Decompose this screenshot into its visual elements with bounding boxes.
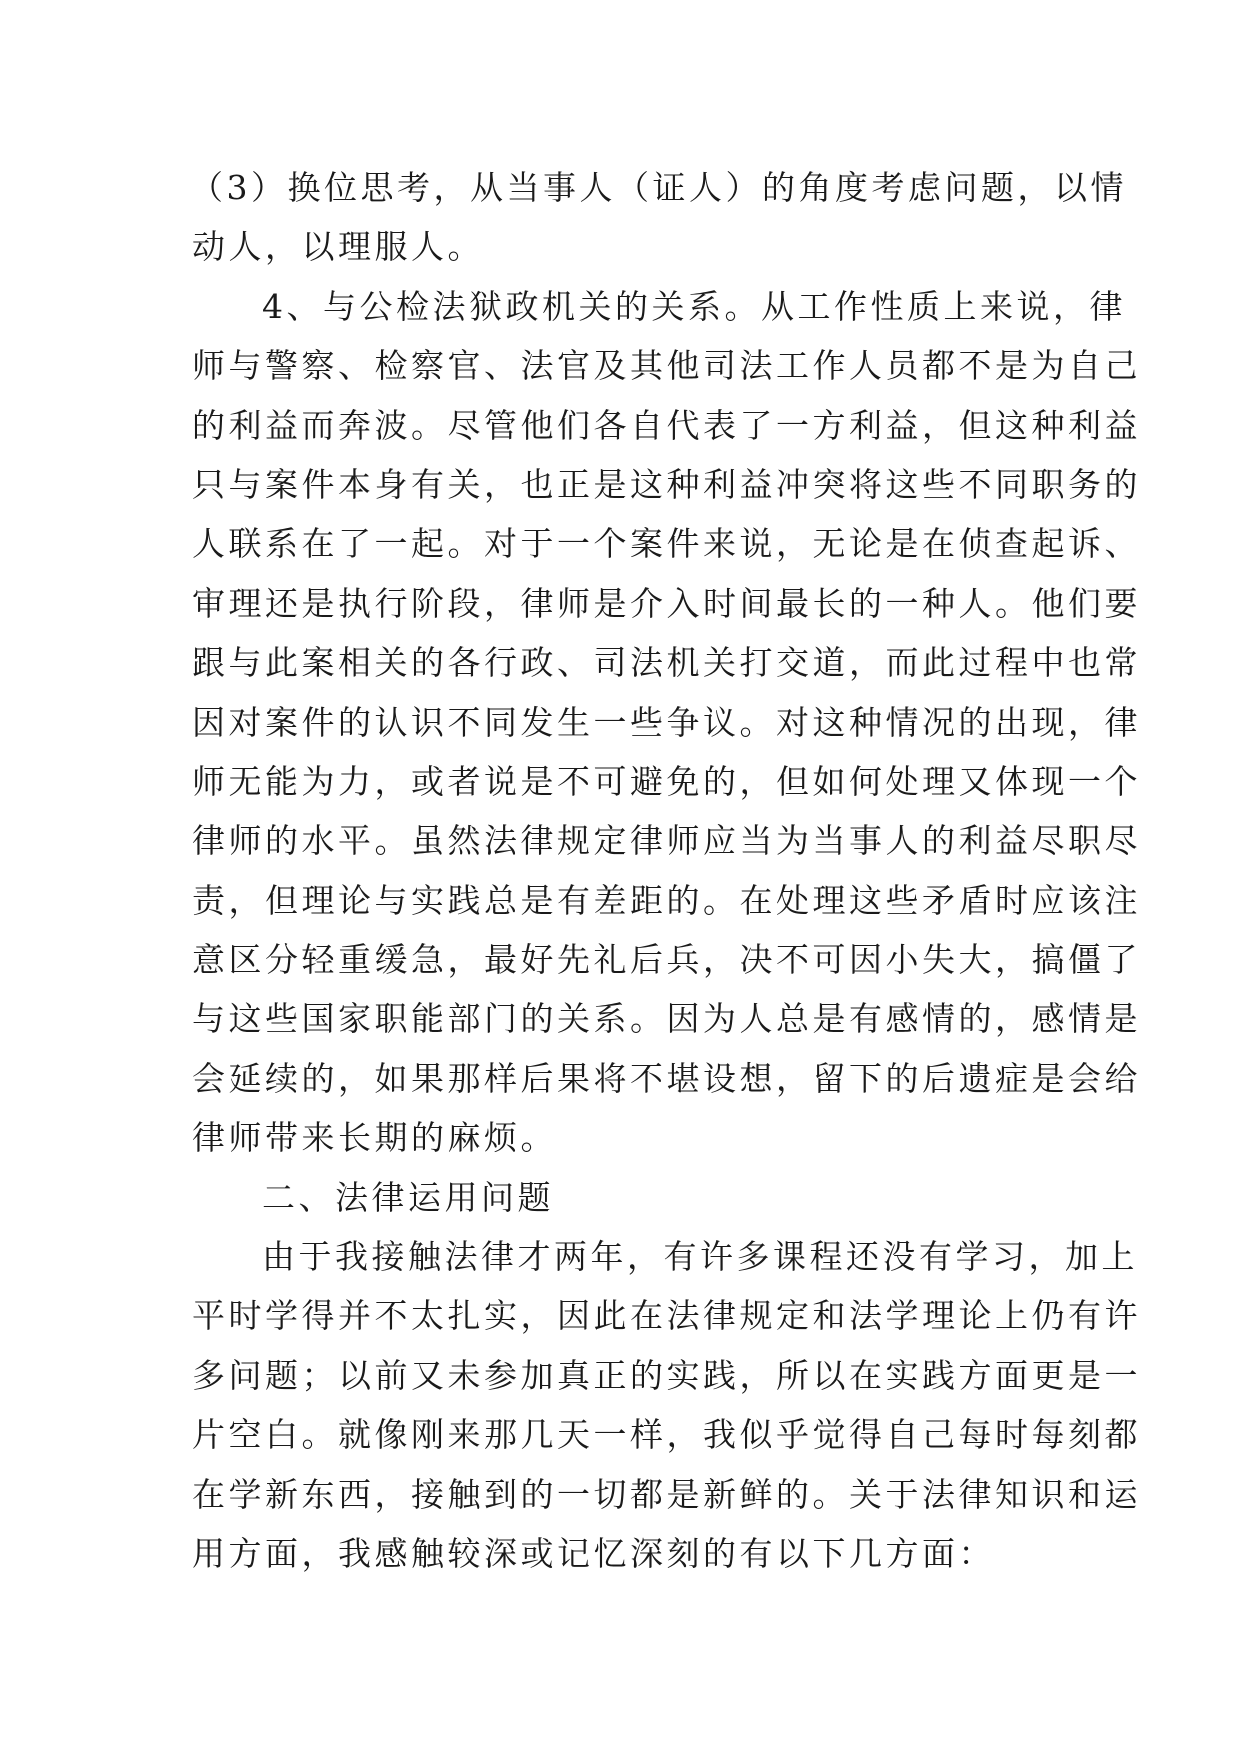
document-body	[190, 158, 1141, 1583]
text-line: 跟与此案相关的各行政、司法机关打交道，而此过程中也常	[192, 643, 1141, 683]
text-line: 责，但理论与实践总是有差距的。在处理这些矛盾时应该注	[192, 880, 1141, 920]
text-line: 师与警察、检察官、法官及其他司法工作人员都不是为自己	[192, 346, 1141, 386]
text-line: 动人，以理服人。	[192, 227, 484, 267]
text-line: 人联系在了一起。对于一个案件来说，无论是在侦查起诉、	[192, 524, 1141, 564]
section-heading: 二、法律运用问题	[262, 1177, 554, 1217]
text-line: （3）换位思考，从当事人（证人）的角度考虑问题，以情	[190, 168, 1127, 207]
text-line: 与这些国家职能部门的关系。因为人总是有感情的，感情是	[192, 999, 1141, 1039]
text-line: 律师的水平。虽然法律规定律师应当为当事人的利益尽职尽	[192, 821, 1141, 861]
text-line: 审理还是执行阶段，律师是介入时间最长的一种人。他们要	[192, 583, 1141, 623]
text-line: 多问题；以前又未参加真正的实践，所以在实践方面更是一	[192, 1355, 1141, 1395]
text-line: 会延续的，如果那样后果将不堪设想，留下的后遗症是会给	[192, 1058, 1141, 1098]
text-line: 因对案件的认识不同发生一些争议。对这种情况的出现，律	[192, 702, 1141, 742]
text-line: 的利益而奔波。尽管他们各自代表了一方利益，但这种利益	[192, 405, 1141, 445]
text-line: 在学新东西，接触到的一切都是新鲜的。关于法律知识和运	[192, 1474, 1141, 1514]
text-line: 律师带来长期的麻烦。	[192, 1118, 557, 1158]
text-line: 意区分轻重缓急，最好先礼后兵，决不可因小失大，搞僵了	[192, 940, 1141, 980]
text-line: 师无能为力，或者说是不可避免的，但如何处理又体现一个	[192, 761, 1141, 801]
paragraph-start-line: 4、与公检法狱政机关的关系。从工作性质上来说，律	[262, 286, 1126, 326]
paragraph-start-line: 由于我接触法律才两年，有许多课程还没有学习，加上	[262, 1237, 1138, 1277]
text-line: 只与案件本身有关，也正是这种利益冲突将这些不同职务的	[192, 464, 1141, 504]
text-line: 用方面，我感触较深或记忆深刻的有以下几方面：	[192, 1533, 995, 1573]
text-line: 平时学得并不太扎实，因此在法律规定和法学理论上仍有许	[192, 1296, 1141, 1336]
text-line: 片空白。就像刚来那几天一样，我似乎觉得自己每时每刻都	[192, 1415, 1141, 1455]
